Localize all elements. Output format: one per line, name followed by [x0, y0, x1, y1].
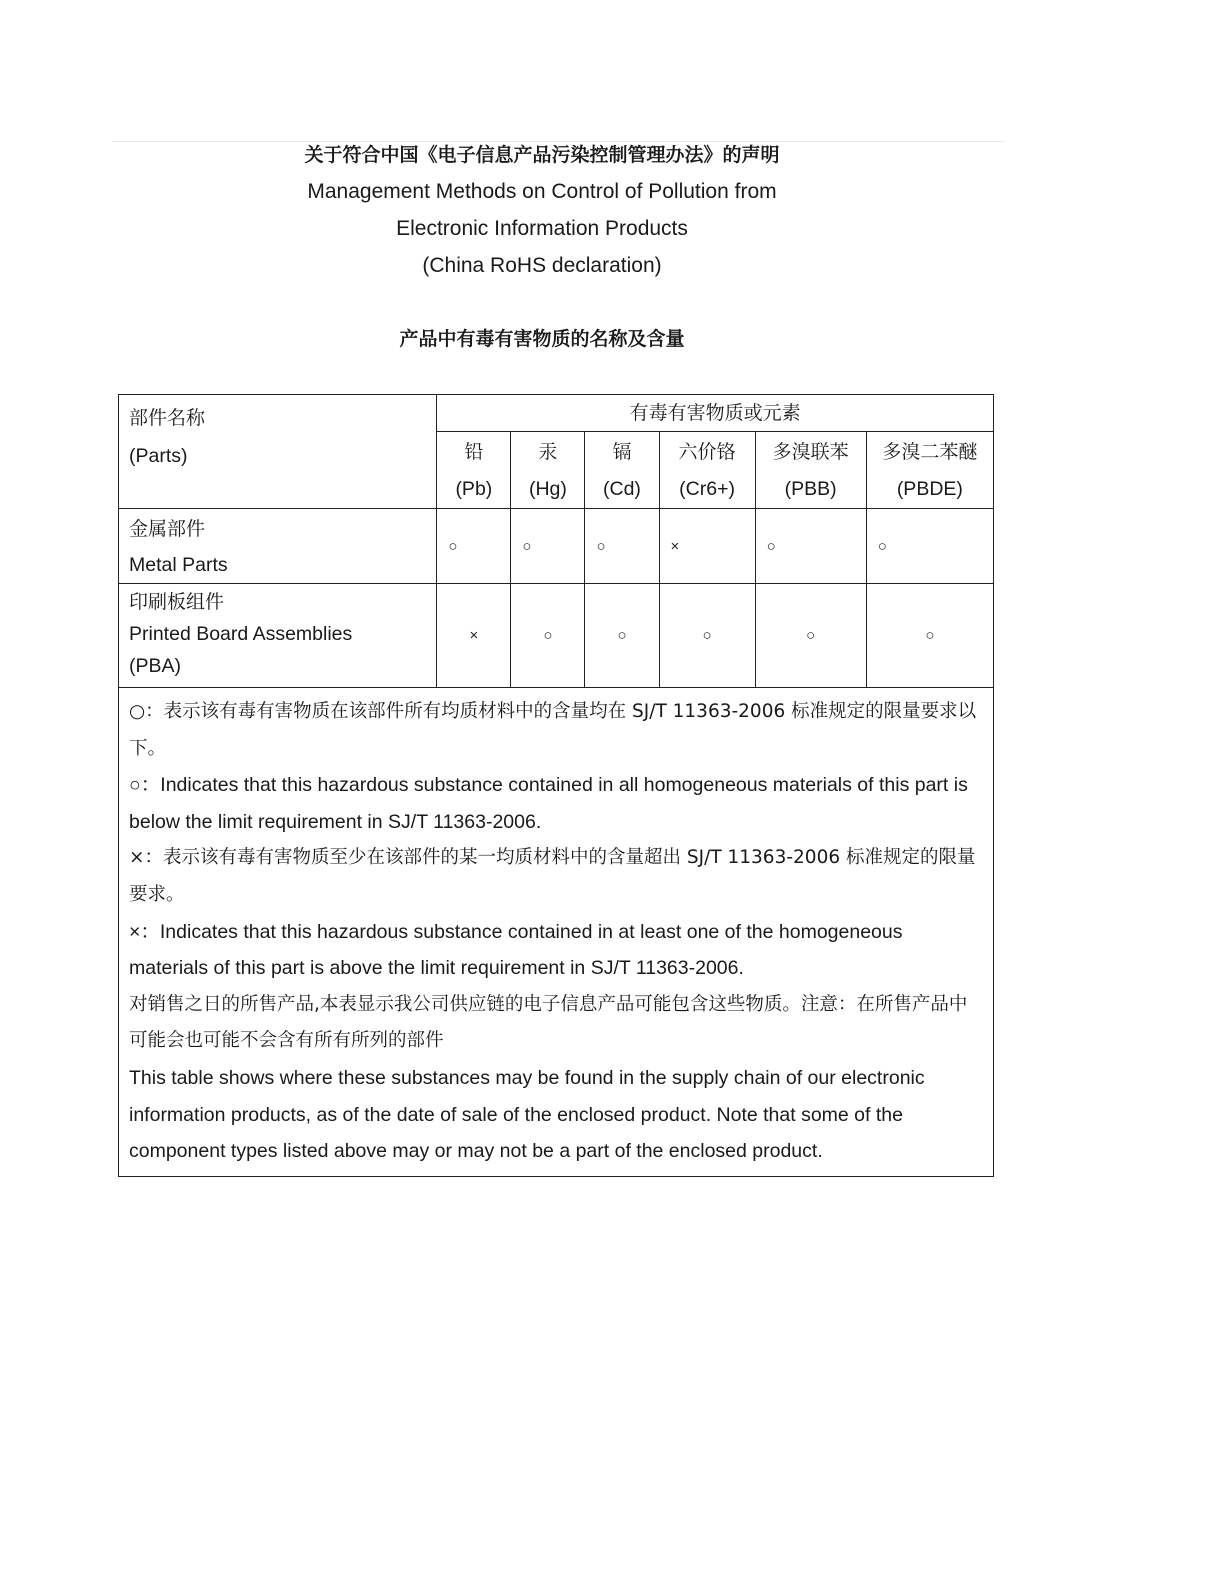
note-supply-chain-en: This table shows where these substances may be found in the supply chain of our electronic information products, as of the date of sale of the enclosed product. Note that some of the component types listed above may or may not be a part of the enclosed product. — [129, 1066, 925, 1163]
row-name-en: Printed Board Assemblies — [129, 623, 353, 645]
row-label-metal-parts — [119, 509, 437, 584]
hazardous-substance-table — [118, 394, 994, 1177]
substance-symbol: (Pb) — [455, 478, 493, 500]
substance-header-pbde — [866, 432, 993, 509]
parts-header-cell — [119, 395, 437, 509]
table-row-metal-parts — [119, 509, 994, 584]
mark-metal-cd: ○ — [585, 509, 659, 584]
mark-metal-pb: ○ — [437, 509, 511, 584]
row-name-cn: 印刷板组件 — [129, 591, 225, 613]
mark-metal-hg: ○ — [511, 509, 585, 584]
note-cross-en: ×：Indicates that this hazardous substance contained in at least one of the homogeneous materials of this part is above the limit requirement in SJ/T 11363-2006. — [129, 920, 903, 980]
substance-name-cn: 汞 — [538, 441, 558, 463]
note-circle-cn: ○：表示该有毒有害物质在该部件所有均质材料中的含量均在 SJ/T 11363-2006 标准规定的限量要求以下。 — [129, 701, 977, 759]
note-supply-chain-cn: 对销售之日的所售产品,本表显示我公司供应链的电子信息产品可能包含这些物质。注意：在所售产品中可能会也可能不会含有所有所列的部件 — [129, 993, 968, 1052]
substance-header-hg — [511, 432, 585, 509]
mark-metal-pbde: ○ — [866, 509, 993, 584]
row-name-cn: 金属部件 — [129, 518, 206, 540]
notes-cell — [119, 688, 994, 1177]
substance-name-cn: 镉 — [612, 441, 632, 463]
mark-pba-pbb: ○ — [755, 584, 866, 688]
mark-metal-pbb: ○ — [755, 509, 866, 584]
table-notes-row — [119, 688, 994, 1177]
substance-symbol: (Cd) — [603, 478, 641, 500]
substance-header-pb — [437, 432, 511, 509]
substance-name-cn: 铅 — [464, 441, 484, 463]
substance-symbol: (PBDE) — [896, 478, 963, 500]
substance-symbol: (PBB) — [784, 478, 837, 500]
parts-header-en: (Parts) — [129, 445, 188, 467]
table-row-printed-board — [119, 584, 994, 688]
substance-name-cn: 多溴联苯 — [772, 441, 849, 463]
note-cross-cn: ×：表示该有毒有害物质至少在该部件的某一均质材料中的含量超出 SJ/T 11363-2006 标准规定的限量要求。 — [129, 847, 976, 905]
mark-pba-pb: × — [437, 584, 511, 688]
substances-header-cell: 有毒有害物质或元素 — [437, 395, 994, 432]
substance-header-pbb — [755, 432, 866, 509]
substance-name-cn: 多溴二苯醚 — [882, 441, 978, 463]
parts-header-cn: 部件名称 — [129, 407, 206, 429]
mark-metal-cr6: × — [659, 509, 755, 584]
title-english-line-2: Electronic Information Products — [396, 217, 688, 240]
mark-pba-cr6: ○ — [659, 584, 755, 688]
table-header-row — [119, 395, 994, 432]
substance-symbol: (Hg) — [528, 478, 567, 500]
table-subtitle-chinese: 产品中有毒有害物质的名称及含量 — [399, 328, 685, 350]
title-english-line-3: (China RoHS declaration) — [422, 254, 662, 277]
substance-header-cd — [585, 432, 659, 509]
title-english-line-1: Management Methods on Control of Pollution from — [307, 180, 777, 203]
row-name-en: Metal Parts — [129, 554, 228, 576]
mark-pba-hg: ○ — [511, 584, 585, 688]
row-label-printed-board — [119, 584, 437, 688]
substance-name-cn: 六价铬 — [678, 441, 736, 463]
mark-pba-pbde: ○ — [866, 584, 993, 688]
note-circle-en: ○：Indicates that this hazardous substance contained in all homogeneous materials of this part is below the limit requirement in SJ/T 11363-2006. — [129, 774, 968, 833]
substance-header-cr6 — [659, 432, 755, 509]
title-chinese: 关于符合中国《电子信息产品污染控制管理办法》的声明 — [304, 144, 780, 166]
row-name-en-abbr: (PBA) — [129, 655, 182, 677]
substance-symbol: (Cr6+) — [679, 478, 735, 500]
mark-pba-cd: ○ — [585, 584, 659, 688]
